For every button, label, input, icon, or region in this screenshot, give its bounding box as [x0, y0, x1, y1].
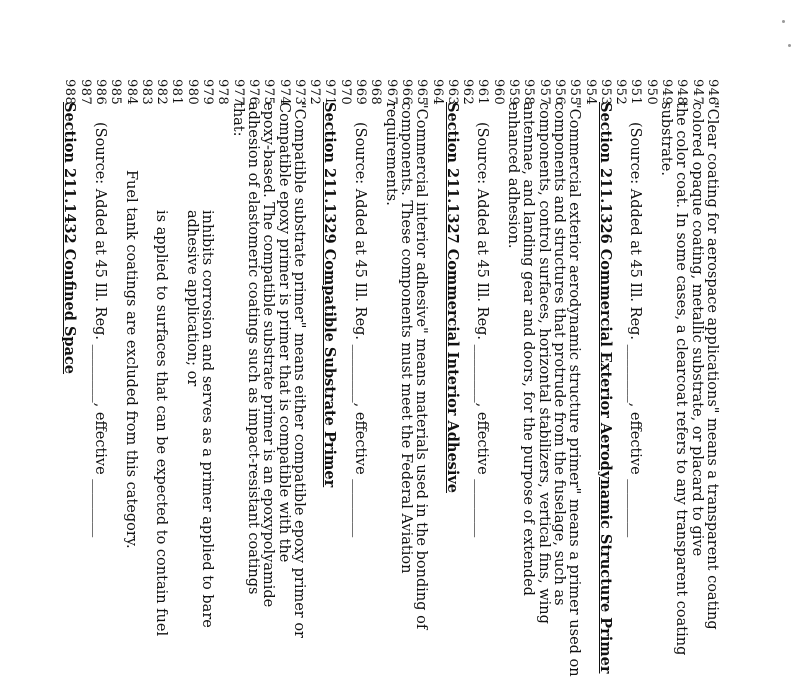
line-number: 961: [475, 79, 491, 106]
text-line: antennae, and landing gear and doors, for the purpose of extended: [520, 102, 537, 596]
text-line: "Clear coating for aerospace applications" means a transparent coating: [704, 102, 720, 630]
line-number: 952: [613, 79, 629, 106]
line-number: 953: [597, 79, 613, 106]
line-number: 981: [169, 79, 185, 106]
text-line: adhesion of elastomeric coatings such as impact-resistant coatings: [245, 102, 261, 595]
line-number: 975: [261, 79, 277, 106]
line-number: 956: [552, 79, 567, 106]
line-number: 983: [138, 79, 154, 106]
text-line: "Compatible substrate primer" means either compatible epoxy primer or: [290, 102, 307, 638]
section-heading: Section 211.1432 Confined Space: [61, 102, 79, 375]
line-number: 965: [414, 79, 430, 106]
line-number: 979: [200, 79, 216, 106]
section-heading: Section 211.1327 Commercial Interior Adhesive: [443, 102, 461, 493]
line-number: 973: [291, 79, 307, 106]
line-number: 963: [444, 79, 460, 106]
text-line: Fuel tank coatings are excluded from this category.: [122, 170, 139, 549]
text-line: the color coat. In some cases, a clearcoat refers to any transparent coating: [673, 102, 690, 656]
text-line: "Commercial exterior aerodynamic structure primer" means a primer used on: [566, 102, 583, 677]
line-number: 946: [705, 79, 720, 106]
text-line: components. These components must meet the Federal Aviation: [398, 102, 414, 574]
text-line: colored opaque coating, metallic substrate, or placard to give: [688, 102, 705, 557]
line-number: 966: [399, 79, 414, 106]
line-number: 962: [460, 79, 476, 106]
text-line: epoxy-based. The compatible substrate primer is an epoxypolyamide: [260, 102, 277, 608]
line-number: 949: [659, 79, 675, 106]
text-line: Compatible epoxy primer is primer that is compatible with the: [275, 102, 292, 563]
line-number: 964: [429, 79, 445, 106]
line-number: 970: [337, 79, 353, 106]
text-line: enhanced adhesion.: [505, 102, 522, 249]
line-number: 951: [628, 79, 644, 106]
line-number: 986: [93, 79, 108, 106]
scan-speck: [782, 20, 785, 23]
line-number: 959: [506, 79, 522, 106]
text-line: inhibits corrosion and serves as a primer applied to bare: [199, 210, 216, 628]
text-line: that:: [229, 102, 246, 137]
line-number: 950: [643, 79, 659, 106]
text-line: components, control surfaces, horizontal stabilizers, vertical fins, wing: [535, 102, 552, 624]
scan-speck: [788, 44, 791, 47]
line-number: 977: [230, 79, 246, 106]
line-number: 974: [276, 79, 292, 106]
line-number: 988: [62, 79, 78, 106]
text-line: "Commercial interior adhesive" means materials used in the bonding of: [413, 102, 430, 630]
line-number: 982: [154, 79, 170, 106]
source-note: (Source: Added at 45 Ill. Reg. ________, effective ________: [627, 122, 644, 538]
text-line: is applied to surfaces that can be expected to contain fuel: [153, 210, 170, 637]
line-number: 968: [368, 79, 384, 106]
line-number: 969: [353, 79, 369, 106]
line-number: 987: [77, 79, 93, 106]
text-line: components and structures that protrude from the fuselage, such as: [551, 102, 567, 606]
source-note: (Source: Added at 45 Ill. Reg. ________, effective ________: [474, 122, 491, 538]
line-number: 985: [108, 79, 124, 106]
line-number: 967: [383, 79, 399, 106]
section-heading: Section 211.1329 Compatible Substrate Primer: [321, 102, 339, 488]
line-number: 960: [490, 79, 506, 106]
line-number: 972: [307, 79, 323, 106]
line-number: 948: [674, 79, 690, 106]
line-number: 980: [184, 79, 200, 106]
text-line: requirements.: [382, 102, 399, 206]
source-note: (Source: Added at 45 Ill. Reg. ________, effective ________: [352, 122, 369, 538]
line-number: 958: [521, 79, 537, 106]
line-number: 957: [536, 79, 552, 106]
line-number: 978: [215, 79, 231, 106]
line-number: 955: [567, 79, 583, 106]
line-number: 947: [689, 79, 705, 106]
text-line: substrate.: [658, 102, 675, 176]
line-number: 976: [246, 79, 261, 106]
section-heading: Section 211.1326 Commercial Exterior Aerodynamic Structure Primer: [596, 102, 614, 674]
line-number: 984: [123, 79, 139, 106]
text-line: adhesive application; or: [183, 210, 200, 387]
source-note: (Source: Added at 45 Ill. Reg. ________, effective ________: [92, 122, 108, 538]
line-number: 971: [322, 79, 338, 106]
line-number: 954: [582, 79, 598, 106]
